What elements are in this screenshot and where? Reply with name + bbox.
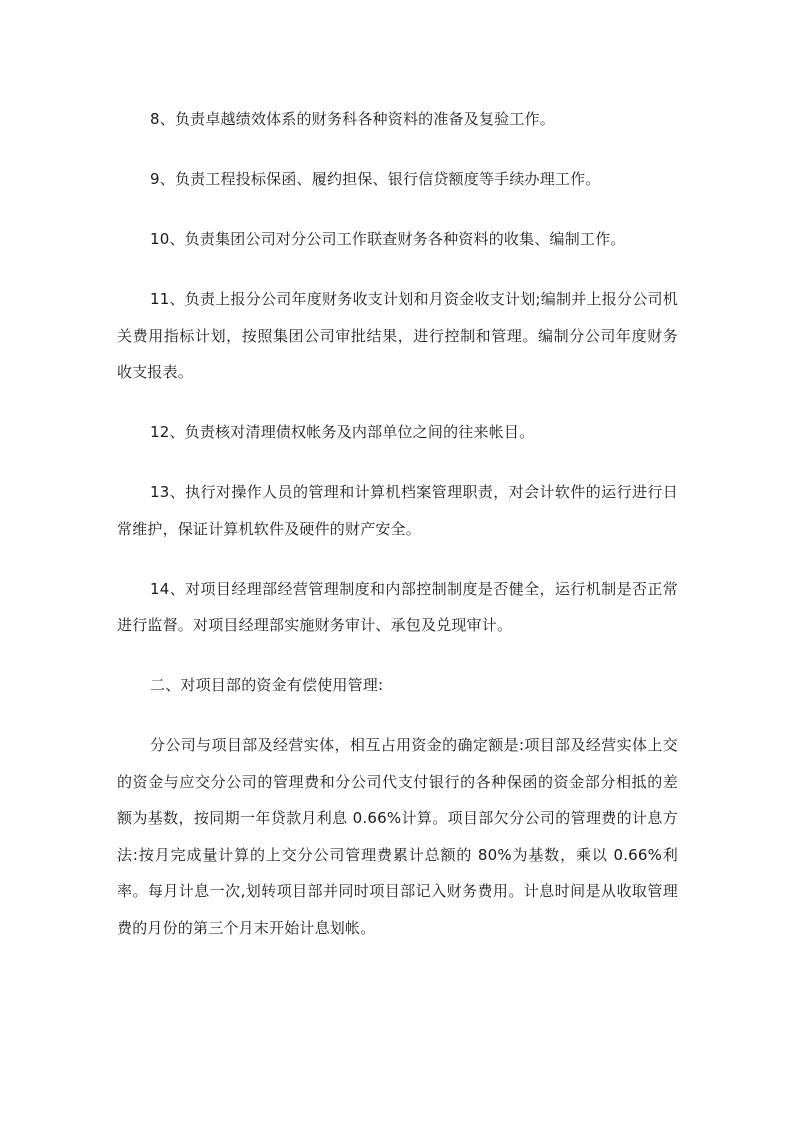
section-heading-2: 二、对项目部的资金有偿使用管理: xyxy=(150,676,384,694)
document-body xyxy=(117,101,678,946)
paragraph-item-9: 9、负责工程投标保函、履约担保、银行信贷额度等手续办理工作。 xyxy=(150,170,601,188)
paragraph-funding-rules: 分公司与项目部及经营实体，相互占用资金的确定额是:项目部及经营实体上交的资金与应交分公司的管理费和分公司代支付银行的各种保函的资金部分相抵的差额为基数，按同期一年贷款月利息 0.66%计算。项目部欠分公司的管理费的计息方法:按月完成量计算的上交分公司管理费累计总额的 80%为基数，乘以 0.66%利率。每月计息一次,划转项目部并同时项目部记入财务费用。计息时间是从收取管理费的月份的第三个月末开始计息划帐。 xyxy=(117,736,678,937)
paragraph-item-14: 14、对项目经理部经营管理制度和内部控制制度是否健全，运行机制是否正常进行监督。对项目经理部实施财务审计、承包及兑现审计。 xyxy=(117,579,678,634)
paragraph-item-10: 10、负责集团公司对分公司工作联查财务各种资料的收集、编制工作。 xyxy=(150,230,626,248)
paragraph-item-13: 13、执行对操作人员的管理和计算机档案管理职责，对会计软件的运行进行日常维护，保证计算机软件及硬件的财产安全。 xyxy=(117,483,678,538)
paragraph-item-12: 12、负责核对清理债权帐务及内部单位之间的往来帐目。 xyxy=(150,423,535,441)
paragraph-item-11: 11、负责上报分公司年度财务收支计划和月资金收支计划;编制并上报分公司机关费用指标计划，按照集团公司审批结果，进行控制和管理。编制分公司年度财务收支报表。 xyxy=(117,290,678,381)
paragraph-item-8: 8、负责卓越绩效体系的财务科各种资料的准备及复验工作。 xyxy=(150,110,555,128)
